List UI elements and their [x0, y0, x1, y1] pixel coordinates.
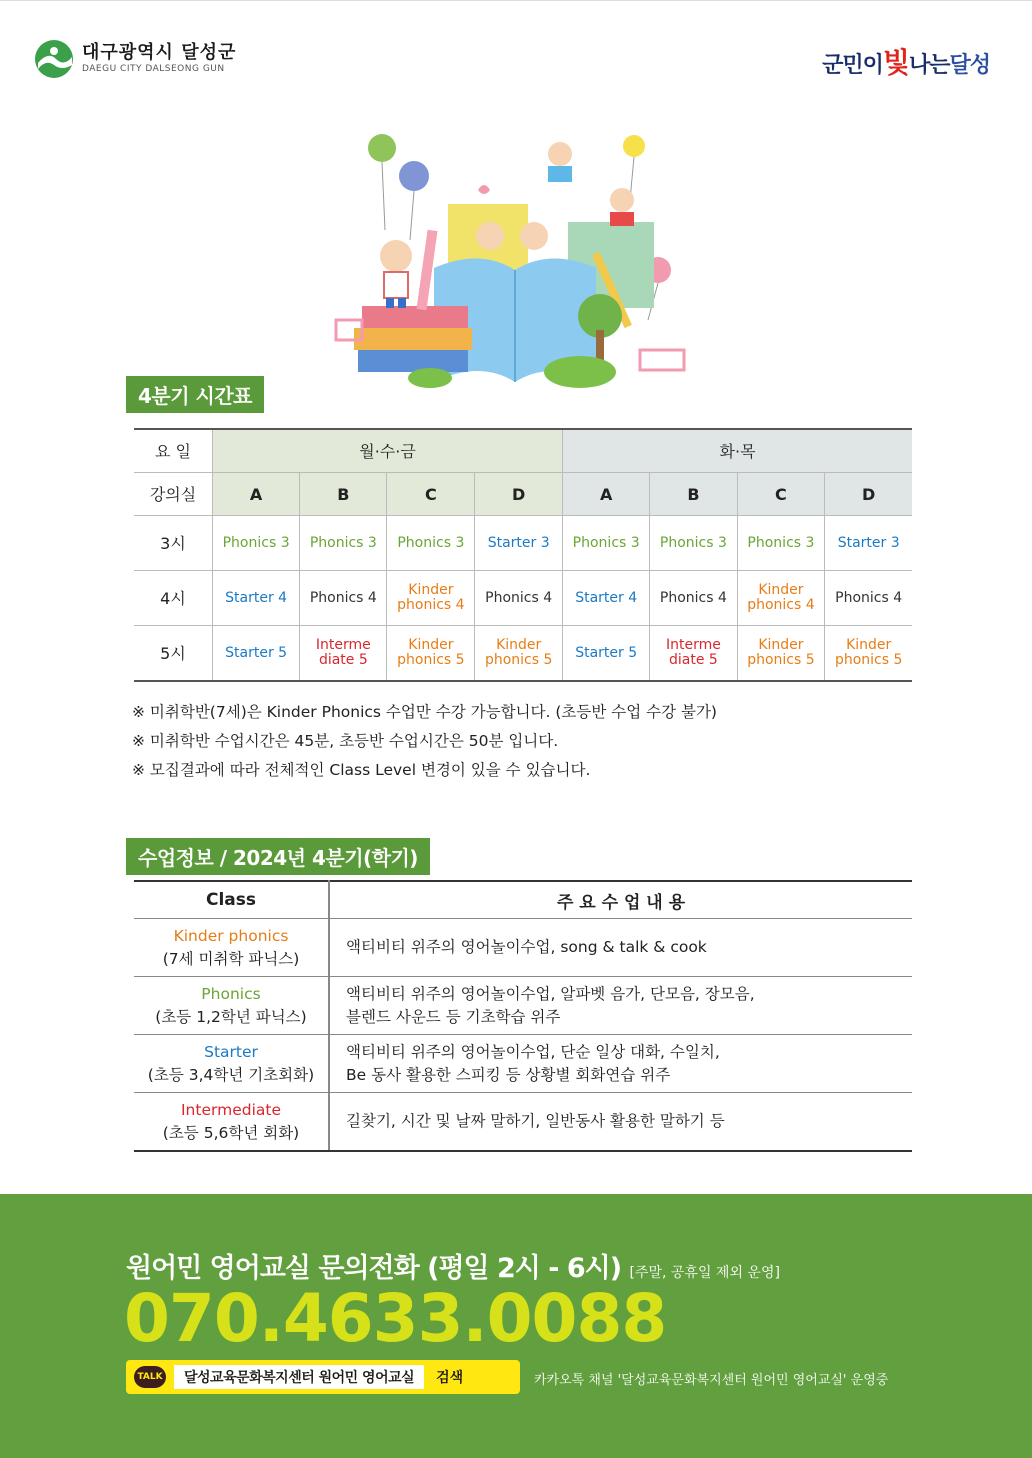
schedule-cell: Phonics 3 [563, 516, 650, 571]
dalseong-logo [34, 39, 236, 79]
class-content-line: 액티비티 위주의 영어놀이수업, 단순 일상 대화, 수일치, [346, 1042, 720, 1061]
class-target: (7세 미취학 파닉스) [162, 949, 300, 968]
logo-english-text: DAEGU CITY DALSEONG GUN [82, 64, 225, 74]
timetable [134, 428, 912, 682]
schedule-cell: Starter 3 [825, 516, 912, 571]
room-header: C [387, 473, 475, 516]
class-name: Starter [204, 1042, 258, 1061]
schedule-cell: Kinder phonics 4 [737, 571, 825, 626]
time-row [134, 626, 912, 682]
schedule-cell: Interme diate 5 [300, 626, 387, 682]
schedule-cell: Kinder phonics 5 [737, 626, 825, 682]
room-label: 강의실 [134, 473, 213, 516]
class-name: Intermediate [180, 1100, 281, 1119]
time-label: 5시 [134, 626, 213, 682]
contact-title-sub: [주말, 공휴일 제외 운영] [629, 1265, 780, 1281]
kakao-search-bar[interactable] [126, 1360, 520, 1394]
schedule-cell: Starter 5 [563, 626, 650, 682]
room-header: D [475, 473, 563, 516]
schedule-cell: Phonics 4 [825, 571, 912, 626]
room-header: A [213, 473, 300, 516]
schedule-cell: Phonics 4 [475, 571, 563, 626]
logo-korean-text: 대구광역시 달성군 [82, 42, 237, 63]
class-row [134, 1093, 912, 1152]
schedule-cell: Phonics 3 [213, 516, 300, 571]
classinfo-section-title: 수업정보 / 2024년 4분기(학기) [126, 838, 430, 875]
schedule-cell: Interme diate 5 [650, 626, 737, 682]
group-tue-thu: 화·목 [563, 429, 912, 473]
class-name: Kinder phonics [173, 926, 289, 945]
kakao-search-label: 검색 [436, 1370, 464, 1386]
class-content-line: Be 동사 활용한 스피킹 등 상황별 회화연습 위주 [346, 1065, 671, 1084]
schedule-cell: Phonics 4 [650, 571, 737, 626]
schedule-cell: Starter 5 [213, 626, 300, 682]
note-line: ※ 모집결과에 따라 전체적인 Class Level 변경이 있을 수 있습니다. [132, 761, 591, 779]
class-name: Phonics [201, 984, 261, 1003]
slogan-part-a: 군민이 [822, 53, 883, 78]
kakao-talk-icon: TALK [134, 1366, 166, 1388]
slogan-part-c: 나는 [908, 53, 950, 78]
class-content-line: 액티비티 위주의 영어놀이수업, song & talk & cook [346, 938, 707, 956]
class-row [134, 919, 912, 977]
class-target: (초등 1,2학년 파닉스) [155, 1007, 307, 1026]
slogan-part-d: 달성 [949, 53, 990, 78]
timetable-notes [132, 698, 717, 785]
slogan-part-b: 빛 [882, 46, 909, 79]
class-content-line: 액티비티 위주의 영어놀이수업, 알파벳 음가, 단모음, 장모음, [346, 984, 755, 1003]
class-row [134, 1035, 912, 1093]
schedule-cell: Kinder phonics 5 [475, 626, 563, 682]
kakao-search-query: 달성교육문화복지센터 원어민 영어교실 [174, 1365, 424, 1389]
slogan [822, 41, 990, 81]
content-column-header: 주 요 수 업 내 용 [329, 881, 912, 919]
class-target: (초등 5,6학년 회화) [162, 1123, 300, 1142]
room-header: C [737, 473, 825, 516]
note-line: ※ 미취학반(7세)은 Kinder Phonics 수업만 수강 가능합니다. (초등반 수업 수강 불가) [132, 703, 717, 721]
schedule-cell: Starter 4 [563, 571, 650, 626]
time-label: 3시 [134, 516, 213, 571]
schedule-cell: Phonics 4 [300, 571, 387, 626]
class-column-header: Class [134, 881, 329, 919]
class-target: (초등 3,4학년 기초회화) [147, 1065, 315, 1084]
schedule-cell: Kinder phonics 5 [387, 626, 475, 682]
kids-books-illustration [330, 120, 700, 390]
schedule-cell: Phonics 3 [300, 516, 387, 571]
room-header: B [300, 473, 387, 516]
phone-number[interactable]: 070.4633.0088 [124, 1280, 667, 1357]
time-label: 4시 [134, 571, 213, 626]
schedule-cell: Kinder phonics 4 [387, 571, 475, 626]
room-header: D [825, 473, 912, 516]
room-header: B [650, 473, 737, 516]
class-content-line: 길찾기, 시간 및 날짜 말하기, 일반동사 활용한 말하기 등 [346, 1112, 725, 1130]
schedule-cell: Phonics 3 [737, 516, 825, 571]
schedule-cell: Kinder phonics 5 [825, 626, 912, 682]
time-row [134, 571, 912, 626]
schedule-cell: Starter 3 [475, 516, 563, 571]
dalseong-emblem-icon [34, 39, 74, 79]
timetable-section-title: 4분기 시간표 [126, 376, 264, 413]
header [0, 0, 1032, 111]
time-row [134, 516, 912, 571]
schedule-cell: Starter 4 [213, 571, 300, 626]
group-mon-wed-fri: 월·수·금 [213, 429, 563, 473]
schedule-cell: Phonics 3 [387, 516, 475, 571]
schedule-cell: Phonics 3 [650, 516, 737, 571]
day-label: 요 일 [134, 429, 213, 473]
room-header: A [563, 473, 650, 516]
kakao-channel-note: 카카오톡 채널 '달성교육문화복지센터 원어민 영어교실' 운영중 [534, 1373, 889, 1388]
class-content-line: 블렌드 사운드 등 기초학습 위주 [346, 1007, 561, 1026]
note-line: ※ 미취학반 수업시간은 45분, 초등반 수업시간은 50분 입니다. [132, 732, 559, 750]
class-info-table [134, 880, 912, 1152]
class-row [134, 977, 912, 1035]
contact-title-main: 원어민 영어교실 문의전화 (평일 2시 - 6시) [126, 1253, 622, 1284]
